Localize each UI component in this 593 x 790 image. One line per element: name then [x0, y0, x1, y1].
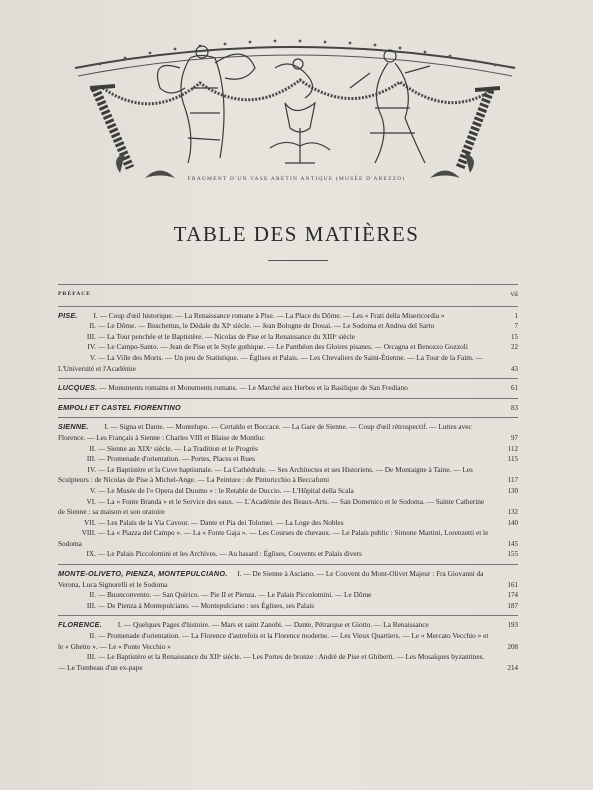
chapter-number: III.	[86, 331, 96, 341]
entry-text: — La « Piazza del Campo ». — La « Fonte Gaja ». — Les Courses de chevaux. — Le Palais public : Simone Martini, Lorenzetti et le Sodoma	[58, 528, 489, 548]
page-number: 22	[511, 343, 518, 352]
toc-entry	[58, 454, 518, 465]
toc-entry	[58, 601, 518, 612]
page-number: 1	[514, 311, 518, 320]
page-number: 97	[511, 433, 518, 442]
chapter-number: I.	[237, 569, 242, 579]
toc-entry	[58, 444, 518, 455]
chapter-number: I.	[93, 310, 98, 320]
entry-text: — La Ville des Morts. — Un peu de Statistique. — Églises et Palais. — Les Chevaliers de Saint-Étienne. — La Tour de la Faim. — L'Université et l'Académie	[58, 352, 483, 373]
page-number: 174	[507, 591, 518, 600]
toc-section-pise	[58, 306, 518, 379]
entry-text: — Monuments romains et Monuments romans. — Le Marché aux Herbes et la Basilique de San Frediano	[99, 383, 408, 393]
page-number: 145	[507, 539, 518, 548]
entry-text: — Le Musée de l'« Opera del Duomo » : le Retable de Duccio. — L'Hôpital della Scala	[97, 485, 354, 495]
chapter-number: II.	[89, 443, 96, 453]
chapter-number: IV.	[87, 342, 96, 352]
chapter-number: VI.	[86, 496, 96, 506]
toc-entry	[58, 631, 518, 652]
chapter-number: II.	[89, 321, 96, 331]
page-title: TABLE DES MATIÈRES	[173, 222, 420, 246]
page-number: 43	[511, 364, 518, 373]
section-heading: LUCQUES.	[58, 383, 98, 393]
chapter-number: III.	[86, 652, 96, 662]
toc-entry	[58, 311, 518, 322]
page-number: 132	[507, 508, 518, 517]
chapter-number: I.	[104, 422, 109, 432]
page-number: 112	[507, 444, 518, 453]
toc-entry	[58, 518, 518, 529]
toc-preface	[58, 284, 518, 306]
toc-entry	[58, 620, 518, 631]
section-heading: SIENNE.	[58, 422, 89, 432]
toc-entry	[58, 288, 518, 300]
page-number: 140	[507, 518, 518, 527]
page-number: vii	[510, 290, 518, 298]
entry-text: — Le Palais Piccolomini et les Archives. — Au hasard : Églises, Couvents et Palais divers	[97, 549, 362, 559]
antique-vase-frieze-illustration	[70, 28, 520, 188]
entry-text: — Promenade d'orientation. — La Florence d'autrefois et la Florence moderne. — Les Vieux Quartiers. — Le « Mercato Vecchio » et le « Ghetto ». — Le « Ponte Vecchio »	[58, 631, 489, 651]
page-number: 208	[507, 642, 518, 651]
toc-entry	[58, 403, 518, 414]
page-number: 214	[507, 663, 518, 672]
entry-text: — De Pienza à Montepulciano. — Montepulciano : ses Églises, ses Palais	[97, 600, 315, 610]
entry-text: — Promenade d'orientation. — Portes, Places et Rues	[97, 454, 255, 464]
page-number: 193	[507, 621, 518, 630]
chapter-number: VIII.	[81, 528, 96, 538]
entry-text: — Le Dôme. — Buschettus, le Dédale du XIᵉ siècle. — Jean Bologne de Douai. — Le Sodoma et Andrea del Sarto	[97, 321, 435, 331]
toc-entry	[58, 549, 518, 560]
title-divider	[268, 260, 328, 261]
table-of-contents	[58, 284, 518, 677]
chapter-number: II.	[89, 631, 96, 641]
section-heading: PISE.	[58, 310, 78, 320]
toc-entry	[58, 332, 518, 343]
page-number: 155	[507, 550, 518, 559]
toc-section-lucques	[58, 378, 518, 398]
page-number: 187	[507, 601, 518, 610]
page-number: 161	[507, 580, 518, 589]
toc-entry	[58, 652, 518, 673]
toc-entry	[58, 342, 518, 353]
toc-entry	[58, 422, 518, 443]
chapter-number: V.	[89, 352, 96, 362]
toc-entry	[58, 569, 518, 590]
page-number: 15	[511, 332, 518, 341]
toc-section-empoli	[58, 398, 518, 418]
entry-text: — De Sienne à Asciano. — Le Couvent du Mont-Olivet Majeur : Fra Giovanni da Verona, Luca Signorelli et le Sodoma	[58, 569, 484, 589]
section-heading: MONTE-OLIVETO, PIENZA, MONTEPULCIANO.	[58, 569, 228, 579]
entry-text: — Sienne au XIXᵉ siècle. — La Tradition et le Progrès	[97, 443, 258, 453]
entry-text: — La « Fonte Branda » et le Service des eaux. — L'Académie des Beaux-Arts. — San Domenico et le Sodoma. — Sainte Catherine de Sienne : sa maison et son oratoire	[58, 496, 485, 517]
page-number: 61	[511, 384, 518, 393]
toc-entry	[58, 497, 518, 518]
chapter-number: I.	[117, 620, 123, 630]
chapter-number: II.	[89, 590, 96, 600]
figure-caption: FRAGMENT D'UN VASE ARÉTIN ANTIQUE (MUSÉE D'AREZZO)	[187, 176, 406, 182]
toc-section-monte-oliveto	[58, 564, 518, 615]
page-number: 7	[514, 322, 518, 331]
entry-text: — Le Baptistère et la Cuve baptismale. — La Cathédrale. — Ses Architectes et ses Historiens. — De Montaigne à Taine. — Les Sculpteurs : de Nicolas de Pise à Michel-Ange. — La Peinture : de Pinturicchio à Beccafumi	[58, 464, 473, 485]
toc-entry	[58, 590, 518, 601]
entry-text: — Le Baptistère et la Renaissance du XIIᵉ siècle. — Les Portes de bronze : André de Pise et Ghiberti. — Les Mosaïques byzantines. — Le Tombeau d'un ex-pape	[58, 652, 485, 672]
entry-text: — La Tour penchée et le Baptistère. — Nicolas de Pise et la Renaissance du XIIIᵉ siècle	[97, 331, 355, 341]
toc-section-sienne	[58, 417, 518, 564]
toc-entry	[58, 353, 518, 374]
toc-entry	[58, 465, 518, 486]
entry-text: — Quelques Pages d'histoire. — Mars et saint Zanobi. — Dante, Pétrarque et Giotto. — La Renaissance	[123, 620, 429, 630]
chapter-number: III.	[86, 454, 96, 464]
entry-text: — Signa et Dante. — Montelupo. — Certaldo et Boccace. — La Gare de Sienne. — Coup d'œil rétrospectif. — Luttes avec Florence. — Les Français à Sienne : Charles VIII et Blaise de Montluc	[58, 422, 472, 442]
chapter-number: V.	[89, 485, 96, 495]
chapter-number: VII.	[84, 517, 96, 527]
section-heading: FLORENCE.	[58, 620, 102, 630]
toc-entry	[58, 486, 518, 497]
preface-label: PRÉFACE	[58, 291, 91, 297]
entry-text: — Buonconvento. — San Quirico. — Pie II et Pienza. — Le Palais Piccolomini. — Le Dôme	[97, 590, 372, 600]
toc-entry	[58, 383, 518, 394]
entry-text: — Coup d'œil historique. — La Renaissance romane à Pise. — La Place du Dôme. — Les « Frati della Misericordia »	[99, 310, 445, 320]
chapter-number: IX.	[86, 549, 96, 559]
page-number: 117	[507, 476, 518, 485]
toc-entry	[58, 528, 518, 549]
page-number: 83	[511, 403, 518, 412]
toc-entry	[58, 321, 518, 332]
section-heading: EMPOLI ET CASTEL FIORENTINO	[58, 402, 181, 412]
toc-section-florence	[58, 615, 518, 677]
chapter-number: IV.	[87, 464, 96, 474]
page-number: 115	[507, 455, 518, 464]
entry-text: — Les Palais de la Via Cavour. — Dante et Pia dei Tolomei. — La Loge des Nobles	[97, 517, 344, 527]
page-number: 130	[507, 486, 518, 495]
entry-text: — Le Campo-Santo. — Jean de Pise et le Style gothique. — Le Panthéon des Gloires pisanes. — Orcagna et Benozzo Gozzoli	[97, 342, 468, 352]
chapter-number: III.	[86, 600, 96, 610]
